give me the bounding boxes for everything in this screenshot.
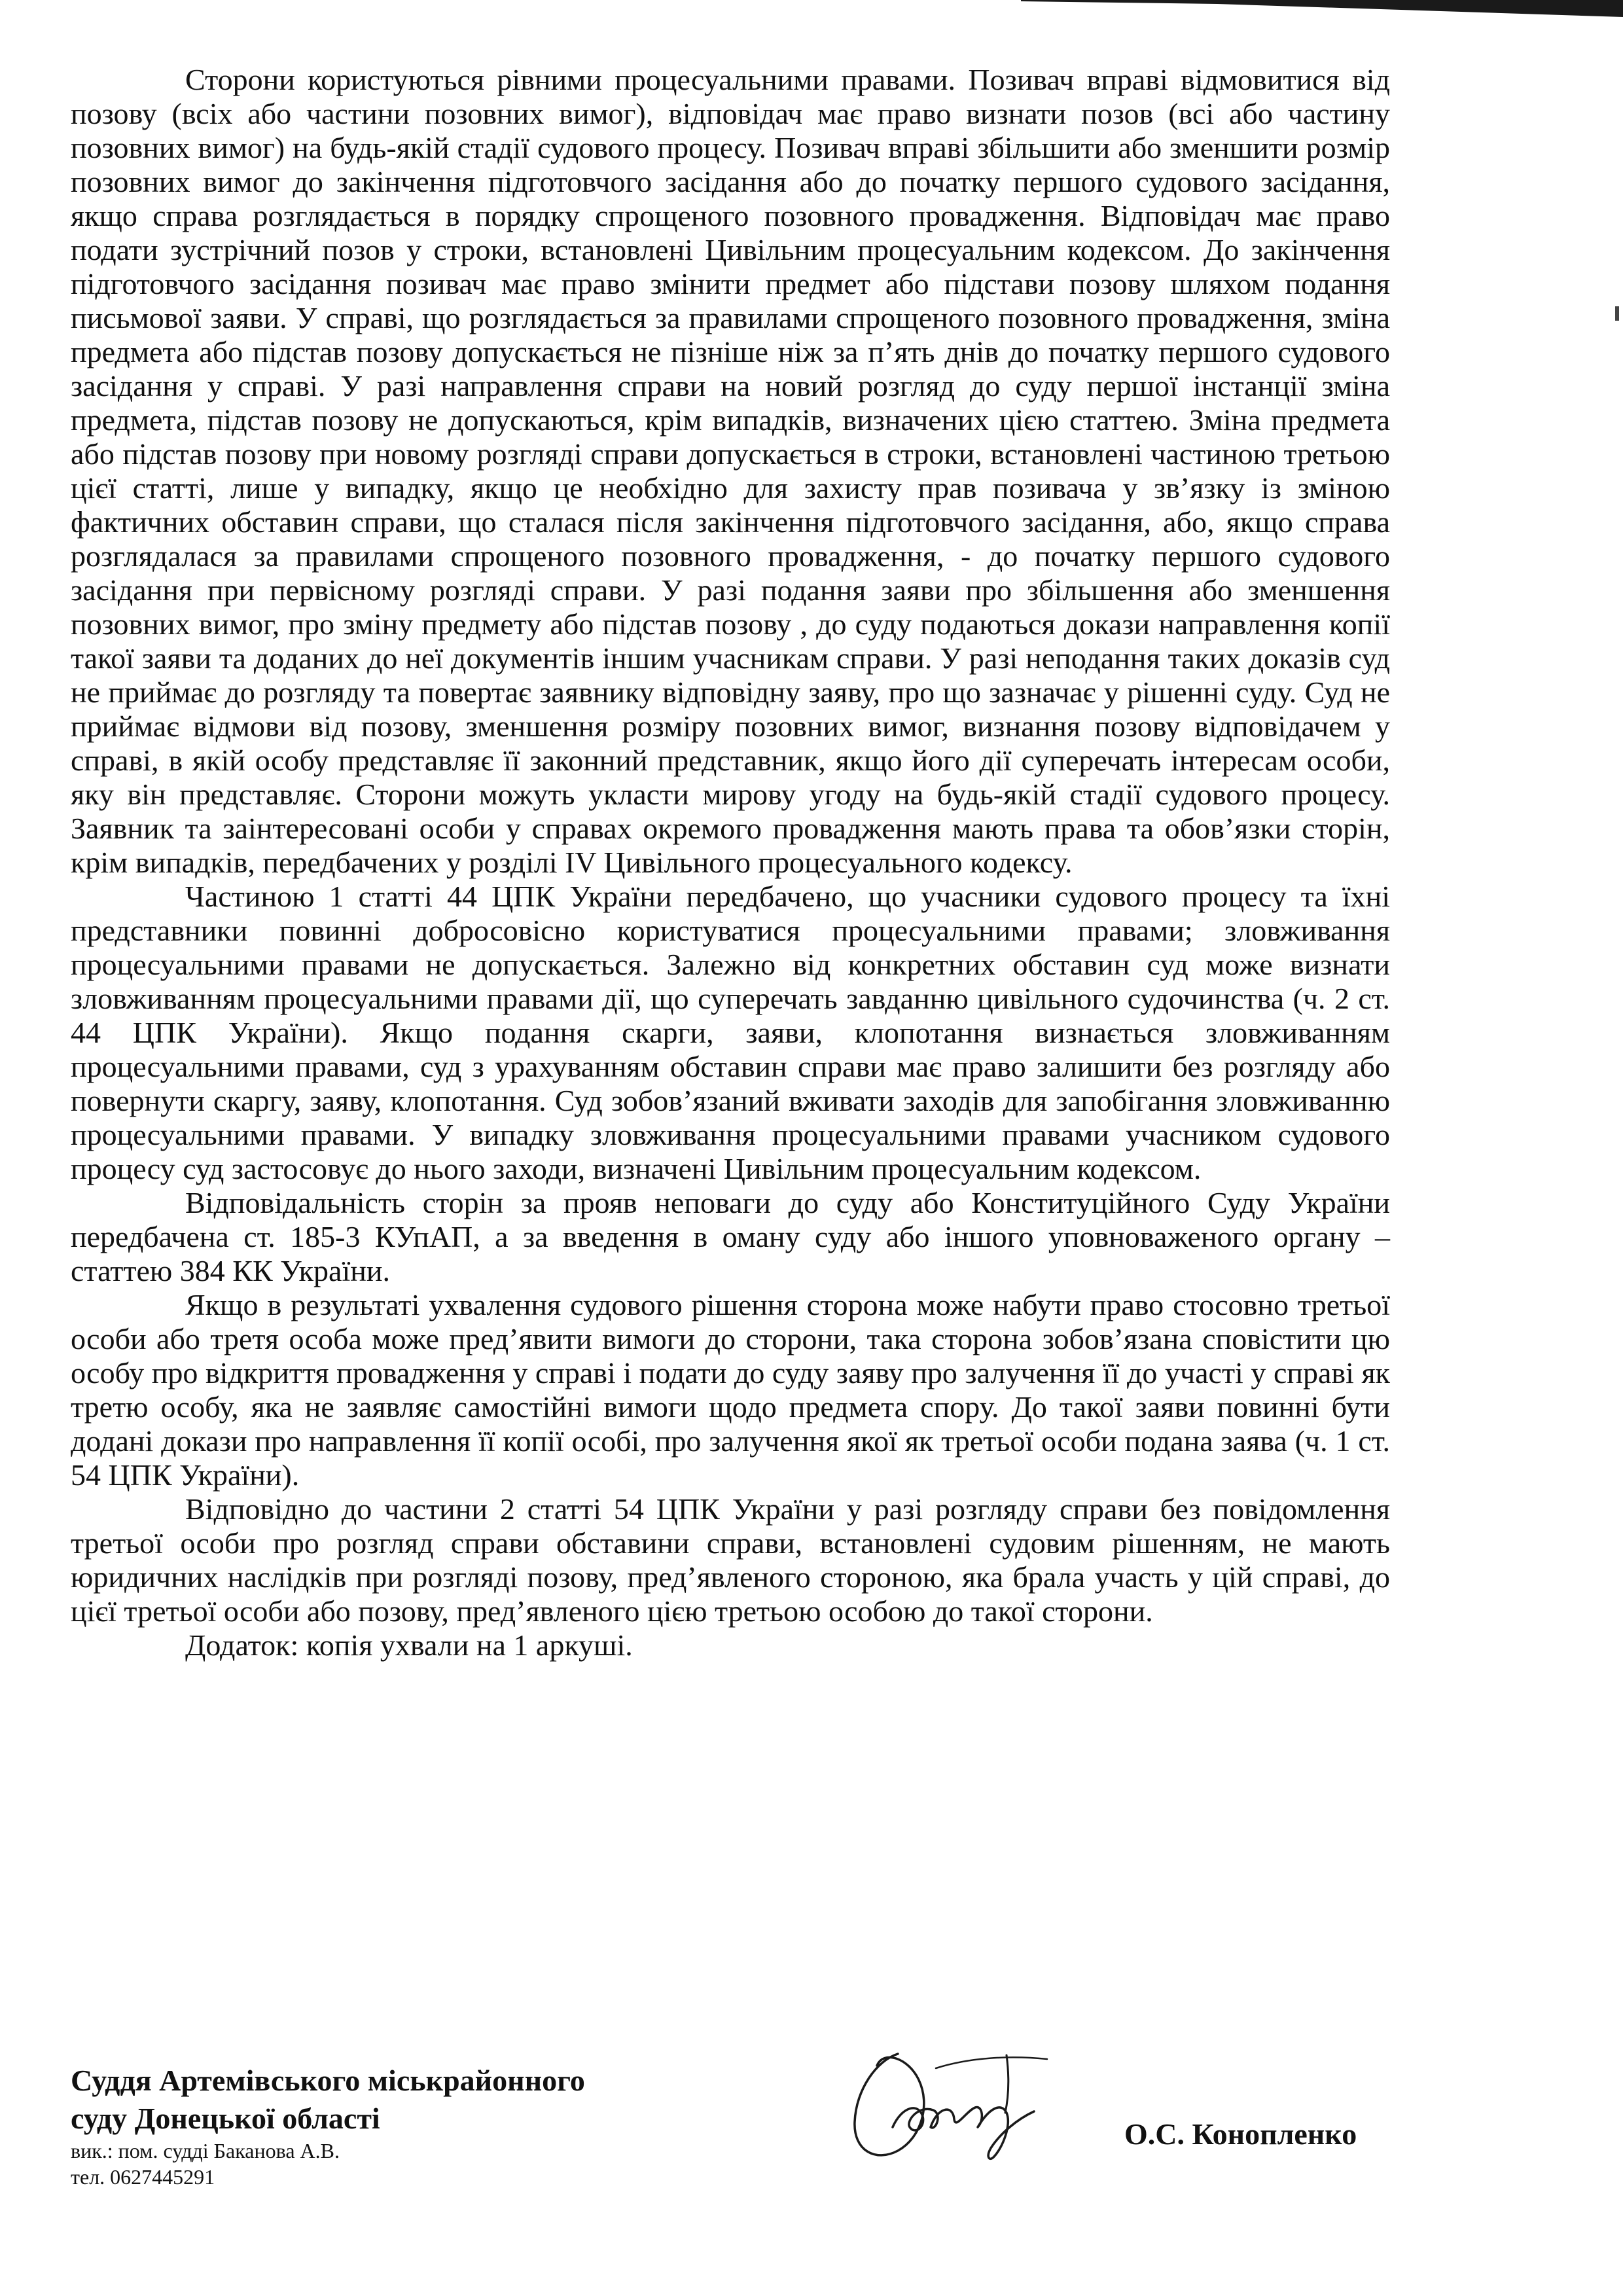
judge-name: О.С. Конопленко [1124, 2117, 1357, 2151]
letter-body [71, 63, 1390, 1662]
paragraph-liability: Відповідальність сторін за прояв неповаги до суду або Конституційного Суду України передбачена ст. 185-3 КУпАП, а за введення в оману суду або іншого уповноваженого органу – статтею 384 КК України. [71, 1186, 1390, 1287]
phone-line: тел. 0627445291 [71, 2165, 215, 2189]
scan-speck [1615, 306, 1619, 321]
paragraph-parties-rights: Сторони користуються рівними процесуальними правами. Позивач вправі відмовитися від позову (всіх або частини позовних вимог), відповідач має право визнати позов (всі або частину позовних вимог) на будь-якій стадії судового процесу. Позивач вправі збільшити або зменшити розмір позовних вимог до закінчення підготовчого засідання або до початку першого судового засідання, якщо справа розглядається в порядку спрощеного позовного провадження. Відповідач має право подати зустрічний позов у строки, встановлені Цивільним процесуальним кодексом. До закінчення підготовчого засідання позивач має право змінити предмет або підстави позову шляхом подання письмової заяви. У справі, що розглядається за правилами спрощеного позовного провадження, зміна предмета або підстав позову допускається не пізніше ніж за п’ять днів до початку першого судового засідання у справі. У разі направлення справи на новий розгляд до суду першої інстанції зміна предмета, підстав позову не допускаються, крім випадків, визначених цією статтею. Зміна предмета або підстав позову при новому розгляді справи допускається в строки, встановлені частиною третьою цієї статті, лише у випадку, якщо це необхідно для захисту прав позивача у зв’язку із зміною фактичних обставин справи, що сталася після закінчення підготовчого засідання, або, якщо справа розглядалася за правилами спрощеного позовного провадження, - до початку першого судового засідання при первісному розгляді справи. У разі подання заяви про збільшення або зменшення позовних вимог, про зміну предмету або підстав позову , до суду подаються докази направлення копії такої заяви та доданих до неї документів іншим учасникам справи. У разі неподання таких доказів суд не приймає до розгляду та повертає заявнику відповідну заяву, про що зазначає у рішенні суду. Суд не приймає відмови від позову, зменшення розміру позовних вимог, визнання позову відповідачем у справі, в якій особу представляє її законний представник, якщо його дії суперечать інтересам особи, яку він представляє. Сторони можуть укласти мирову угоду на будь-якій стадії судового процесу. Заявник та заінтересовані особи у справах окремого провадження мають права та обов’язки сторін, крім випадків, передбачених у розділі IV Цивільного процесуального кодексу. [71, 63, 1390, 879]
signature-block [71, 2062, 660, 2190]
paragraph-abuse-of-rights: Частиною 1 статті 44 ЦПК України передбачено, що учасники судового процесу та їхні представники повинні добросовісно користуватися процесуальними правами; зловживання процесуальними правами не допускається. Залежно від конкретних обставин суд може визнати зловживанням процесуальними правами дії, що суперечать завданню цивільного судочинства (ч. 2 ст. 44 ЦПК України). Якщо подання скарги, заяви, клопотання визнається зловживанням процесуальними правами, суд з урахуванням обставин справи має право залишити без розгляду або повернути скаргу, заяву, клопотання. Суд зобов’язаний вживати заходів для запобігання зловживанню процесуальними правами. У випадку зловживання процесуальними правами учасником судового процесу суд застосовує до нього заходи, визначені Цивільним процесуальним кодексом. [71, 880, 1390, 1185]
paragraph-third-party-consequences: Відповідно до частини 2 статті 54 ЦПК України у разі розгляду справи без повідомлення третьої особи про розгляд справи обставини справи, встановлені судовим рішенням, не мають юридичних наслідків при розгляді позову, пред’явленого стороною, яка брала участь у цій справі, до цієї третьої особи або позову, пред’явленого цією третьою особою до такої сторони. [71, 1492, 1390, 1628]
scan-edge-artifact [1021, 0, 1623, 26]
judge-title-line2: суду Донецької області [71, 2102, 380, 2135]
paragraph-third-party: Якщо в результаті ухвалення судового рішення сторона може набути право стосовно третьої особи або третя особа може пред’явити вимоги до сторони, така сторона зобов’язана сповістити цю особу про відкриття провадження у справі і подати до суду заяву про залучення її до участі у справі як третю особу, яка не заявляє самостійні вимоги щодо предмета спору. До такої заяви повинні бути додані докази про направлення її копії особі, про залучення якої як третьої особи подана заява (ч. 1 ст. 54 ЦПК України). [71, 1288, 1390, 1492]
paragraph-attachment: Додаток: копія ухвали на 1 аркуші. [185, 1628, 633, 1662]
judge-title-line1: Суддя Артемівського міськрайонного [71, 2064, 585, 2097]
handwritten-signature [838, 2029, 1073, 2166]
executor-line: вик.: пом. судді Баканова А.В. [71, 2139, 340, 2162]
